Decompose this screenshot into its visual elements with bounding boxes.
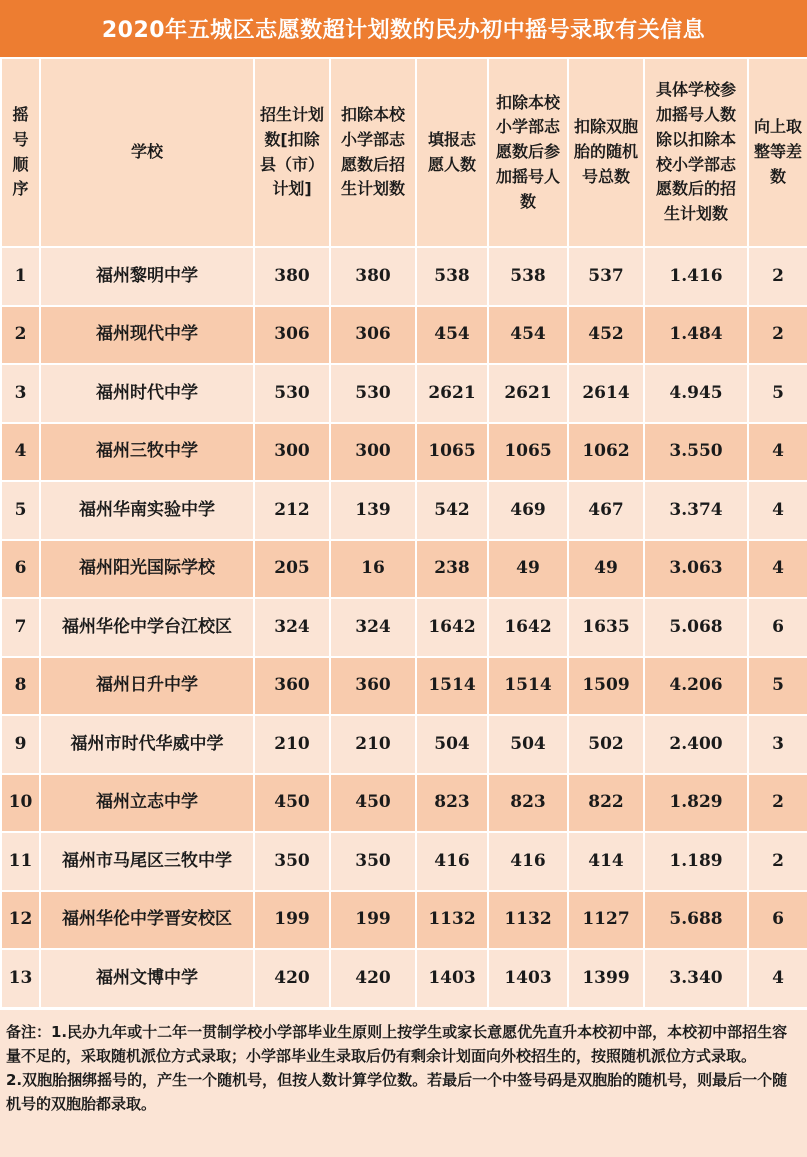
row-plan-adjusted: 380 bbox=[330, 247, 416, 306]
row-random-total: 1127 bbox=[568, 891, 644, 950]
row-step: 4 bbox=[748, 423, 807, 482]
row-lottery-count: 823 bbox=[488, 774, 568, 833]
table-row bbox=[1, 481, 807, 540]
row-order: 11 bbox=[1, 832, 40, 891]
table-row bbox=[1, 364, 807, 423]
table-row bbox=[1, 306, 807, 365]
row-random-total: 467 bbox=[568, 481, 644, 540]
row-plan-adjusted: 199 bbox=[330, 891, 416, 950]
row-step: 2 bbox=[748, 306, 807, 365]
row-school: 福州立志中学 bbox=[40, 774, 254, 833]
row-ratio: 3.550 bbox=[644, 423, 748, 482]
row-ratio: 2.400 bbox=[644, 715, 748, 774]
row-random-total: 822 bbox=[568, 774, 644, 833]
notes-section bbox=[0, 1008, 807, 1157]
row-random-total: 1399 bbox=[568, 949, 644, 1008]
row-order: 1 bbox=[1, 247, 40, 306]
row-ratio: 1.416 bbox=[644, 247, 748, 306]
row-ratio: 5.688 bbox=[644, 891, 748, 950]
row-school: 福州时代中学 bbox=[40, 364, 254, 423]
row-order: 9 bbox=[1, 715, 40, 774]
row-step: 4 bbox=[748, 481, 807, 540]
table-row bbox=[1, 891, 807, 950]
row-school: 福州现代中学 bbox=[40, 306, 254, 365]
row-step: 5 bbox=[748, 657, 807, 716]
row-order: 7 bbox=[1, 598, 40, 657]
row-lottery-count: 504 bbox=[488, 715, 568, 774]
row-applicants: 1065 bbox=[416, 423, 488, 482]
row-ratio: 1.189 bbox=[644, 832, 748, 891]
row-applicants: 504 bbox=[416, 715, 488, 774]
header-random-total: 扣除双胞胎的随机号总数 bbox=[568, 58, 644, 247]
table-row bbox=[1, 715, 807, 774]
row-random-total: 2614 bbox=[568, 364, 644, 423]
row-step: 6 bbox=[748, 891, 807, 950]
row-school: 福州华南实验中学 bbox=[40, 481, 254, 540]
table-row bbox=[1, 423, 807, 482]
row-ratio: 1.484 bbox=[644, 306, 748, 365]
row-plan-adjusted: 450 bbox=[330, 774, 416, 833]
row-ratio: 5.068 bbox=[644, 598, 748, 657]
row-plan-adjusted: 530 bbox=[330, 364, 416, 423]
row-ratio: 3.340 bbox=[644, 949, 748, 1008]
table-row bbox=[1, 774, 807, 833]
row-order: 12 bbox=[1, 891, 40, 950]
row-plan: 205 bbox=[254, 540, 330, 599]
row-plan-adjusted: 300 bbox=[330, 423, 416, 482]
row-lottery-count: 454 bbox=[488, 306, 568, 365]
row-applicants: 1514 bbox=[416, 657, 488, 716]
header-order: 摇号顺序 bbox=[1, 58, 40, 247]
row-plan: 324 bbox=[254, 598, 330, 657]
row-lottery-count: 1403 bbox=[488, 949, 568, 1008]
admission-table bbox=[0, 57, 807, 1009]
row-order: 3 bbox=[1, 364, 40, 423]
row-random-total: 452 bbox=[568, 306, 644, 365]
row-applicants: 1403 bbox=[416, 949, 488, 1008]
row-step: 2 bbox=[748, 774, 807, 833]
row-ratio: 4.945 bbox=[644, 364, 748, 423]
row-plan: 360 bbox=[254, 657, 330, 716]
row-applicants: 1132 bbox=[416, 891, 488, 950]
row-random-total: 1509 bbox=[568, 657, 644, 716]
row-order: 8 bbox=[1, 657, 40, 716]
row-plan: 199 bbox=[254, 891, 330, 950]
row-step: 6 bbox=[748, 598, 807, 657]
row-plan-adjusted: 420 bbox=[330, 949, 416, 1008]
row-school: 福州黎明中学 bbox=[40, 247, 254, 306]
row-school: 福州市马尾区三牧中学 bbox=[40, 832, 254, 891]
row-ratio: 3.374 bbox=[644, 481, 748, 540]
row-lottery-count: 1132 bbox=[488, 891, 568, 950]
row-applicants: 416 bbox=[416, 832, 488, 891]
header-applicants: 填报志愿人数 bbox=[416, 58, 488, 247]
row-lottery-count: 49 bbox=[488, 540, 568, 599]
row-plan: 300 bbox=[254, 423, 330, 482]
row-plan: 530 bbox=[254, 364, 330, 423]
table-header-row bbox=[1, 58, 807, 247]
row-applicants: 2621 bbox=[416, 364, 488, 423]
row-step: 5 bbox=[748, 364, 807, 423]
row-applicants: 542 bbox=[416, 481, 488, 540]
row-plan-adjusted: 360 bbox=[330, 657, 416, 716]
row-random-total: 1635 bbox=[568, 598, 644, 657]
table-row bbox=[1, 832, 807, 891]
row-applicants: 538 bbox=[416, 247, 488, 306]
row-lottery-count: 1514 bbox=[488, 657, 568, 716]
header-lottery-count: 扣除本校小学部志愿数后参加摇号人数 bbox=[488, 58, 568, 247]
row-order: 13 bbox=[1, 949, 40, 1008]
row-school: 福州华伦中学台江校区 bbox=[40, 598, 254, 657]
row-random-total: 1062 bbox=[568, 423, 644, 482]
row-plan-adjusted: 210 bbox=[330, 715, 416, 774]
row-applicants: 238 bbox=[416, 540, 488, 599]
table-row bbox=[1, 598, 807, 657]
row-plan: 420 bbox=[254, 949, 330, 1008]
row-ratio: 1.829 bbox=[644, 774, 748, 833]
row-lottery-count: 1642 bbox=[488, 598, 568, 657]
header-step: 向上取整等差数 bbox=[748, 58, 807, 247]
row-plan-adjusted: 16 bbox=[330, 540, 416, 599]
row-step: 2 bbox=[748, 832, 807, 891]
header-ratio: 具体学校参加摇号人数除以扣除本校小学部志愿数后的招生计划数 bbox=[644, 58, 748, 247]
row-lottery-count: 538 bbox=[488, 247, 568, 306]
row-random-total: 414 bbox=[568, 832, 644, 891]
row-plan: 380 bbox=[254, 247, 330, 306]
table-row bbox=[1, 657, 807, 716]
row-step: 4 bbox=[748, 540, 807, 599]
row-plan-adjusted: 306 bbox=[330, 306, 416, 365]
row-school: 福州华伦中学晋安校区 bbox=[40, 891, 254, 950]
note-1: 备注：1.民办九年或十二年一贯制学校小学部毕业生原则上按学生或家长意愿优先直升本校初中部，本校初中部招生容量不足的，采取随机派位方式录取；小学部毕业生录取后仍有剩余计划面向外校招生的，按照随机派位方式录取。 bbox=[6, 1023, 788, 1065]
row-order: 4 bbox=[1, 423, 40, 482]
row-random-total: 502 bbox=[568, 715, 644, 774]
row-school: 福州文博中学 bbox=[40, 949, 254, 1008]
row-plan: 212 bbox=[254, 481, 330, 540]
header-school: 学校 bbox=[40, 58, 254, 247]
row-step: 3 bbox=[748, 715, 807, 774]
table-row bbox=[1, 949, 807, 1008]
row-random-total: 537 bbox=[568, 247, 644, 306]
row-applicants: 1642 bbox=[416, 598, 488, 657]
header-plan-adjusted: 扣除本校小学部志愿数后招生计划数 bbox=[330, 58, 416, 247]
row-step: 4 bbox=[748, 949, 807, 1008]
row-ratio: 3.063 bbox=[644, 540, 748, 599]
row-random-total: 49 bbox=[568, 540, 644, 599]
row-school: 福州三牧中学 bbox=[40, 423, 254, 482]
row-order: 10 bbox=[1, 774, 40, 833]
row-lottery-count: 1065 bbox=[488, 423, 568, 482]
row-plan: 350 bbox=[254, 832, 330, 891]
row-lottery-count: 416 bbox=[488, 832, 568, 891]
row-applicants: 823 bbox=[416, 774, 488, 833]
row-applicants: 454 bbox=[416, 306, 488, 365]
row-order: 5 bbox=[1, 481, 40, 540]
row-plan: 210 bbox=[254, 715, 330, 774]
header-plan: 招生计划数[扣除县（市）计划] bbox=[254, 58, 330, 247]
row-school: 福州日升中学 bbox=[40, 657, 254, 716]
row-ratio: 4.206 bbox=[644, 657, 748, 716]
row-order: 6 bbox=[1, 540, 40, 599]
row-plan-adjusted: 139 bbox=[330, 481, 416, 540]
table-row bbox=[1, 247, 807, 306]
row-school: 福州市时代华威中学 bbox=[40, 715, 254, 774]
row-lottery-count: 2621 bbox=[488, 364, 568, 423]
row-plan: 450 bbox=[254, 774, 330, 833]
note-2: 2.双胞胎捆绑摇号的，产生一个随机号，但按人数计算学位数。若最后一个中签号码是双胞胎的随机号，则最后一个随机号的双胞胎都录取。 bbox=[6, 1071, 788, 1113]
row-step: 2 bbox=[748, 247, 807, 306]
row-plan-adjusted: 324 bbox=[330, 598, 416, 657]
row-plan: 306 bbox=[254, 306, 330, 365]
page-title: 2020年五城区志愿数超计划数的民办初中摇号录取有关信息 bbox=[0, 0, 807, 57]
table-row bbox=[1, 540, 807, 599]
row-order: 2 bbox=[1, 306, 40, 365]
row-lottery-count: 469 bbox=[488, 481, 568, 540]
row-school: 福州阳光国际学校 bbox=[40, 540, 254, 599]
row-plan-adjusted: 350 bbox=[330, 832, 416, 891]
